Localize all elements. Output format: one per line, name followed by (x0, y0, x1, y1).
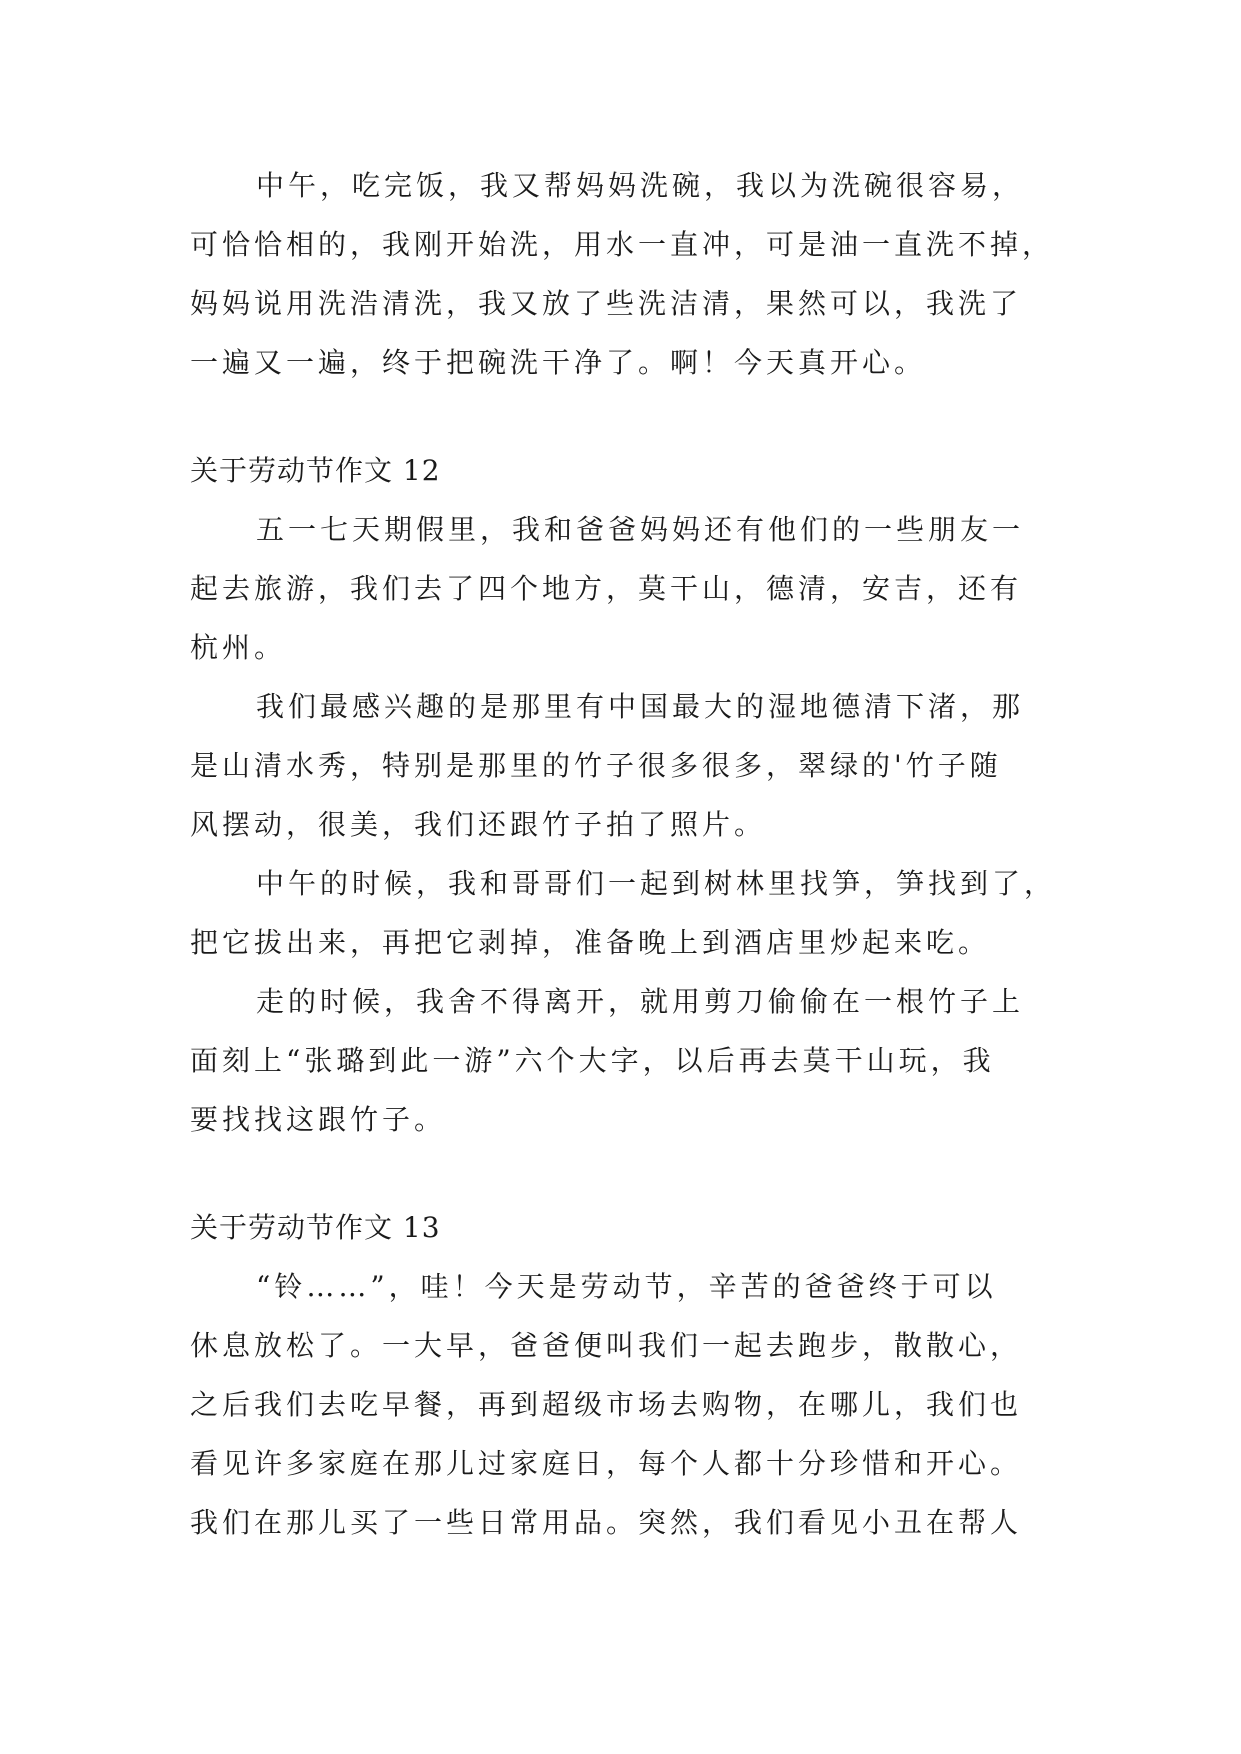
paragraph (190, 500, 1070, 677)
text-line: 看见许多家庭在那儿过家庭日，每个人都十分珍惜和开心。 (190, 1447, 1023, 1480)
text-line: 起去旅游，我们去了四个地方，莫干山，德清，安吉，还有 (190, 572, 1023, 605)
paragraph (190, 972, 1070, 1149)
text-line: 我们最感兴趣的是那里有中国最大的湿地德清下渚，那 (256, 690, 1025, 723)
text-line: “铃……”，哇！今天是劳动节，辛苦的爸爸终于可以 (256, 1270, 997, 1303)
text-line: 走的时候，我舍不得离开，就用剪刀偷偷在一根竹子上 (256, 985, 1025, 1018)
paragraph (190, 156, 1070, 392)
text-line: 一遍又一遍，终于把碗洗干净了。啊！今天真开心。 (190, 346, 927, 379)
section-spacer (190, 392, 1070, 441)
paragraph (190, 854, 1070, 972)
document-page (190, 156, 1070, 1552)
text-line: 中午的时候，我和哥哥们一起到树林里找笋，笋找到了， (256, 867, 1057, 900)
text-line: 风摆动，很美，我们还跟竹子拍了照片。 (190, 808, 767, 841)
paragraph (190, 677, 1070, 854)
text-line: 五一七天期假里，我和爸爸妈妈还有他们的一些朋友一 (256, 513, 1025, 546)
text-line: 面刻上“张璐到此一游”六个大字，以后再去莫干山玩，我 (190, 1044, 995, 1077)
text-line: 妈妈说用洗浩清洗，我又放了些洗洁清，果然可以，我洗了 (190, 287, 1023, 320)
text-line: 把它拔出来，再把它剥掉，准备晚上到酒店里炒起来吃。 (190, 926, 991, 959)
essay-heading-12: 关于劳动节作文 12 (190, 454, 441, 487)
text-line: 要找找这跟竹子。 (190, 1103, 447, 1136)
text-line: 中午，吃完饭，我又帮妈妈洗碗，我以为洗碗很容易， (256, 169, 1025, 202)
text-line: 休息放松了。一大早，爸爸便叫我们一起去跑步，散散心， (190, 1329, 1023, 1362)
text-line: 我们在那儿买了一些日常用品。突然，我们看见小丑在帮人 (190, 1506, 1023, 1539)
section-spacer (190, 1149, 1070, 1198)
text-line: 是山清水秀，特别是那里的竹子很多很多，翠绿的'竹子随 (190, 749, 1002, 782)
essay-heading-13: 关于劳动节作文 13 (190, 1211, 441, 1244)
paragraph (190, 1257, 1070, 1552)
text-line: 之后我们去吃早餐，再到超级市场去购物，在哪儿，我们也 (190, 1388, 1023, 1421)
text-line: 杭州。 (190, 631, 287, 664)
text-line: 可恰恰相的，我刚开始洗，用水一直冲，可是油一直洗不掉， (190, 228, 1055, 261)
